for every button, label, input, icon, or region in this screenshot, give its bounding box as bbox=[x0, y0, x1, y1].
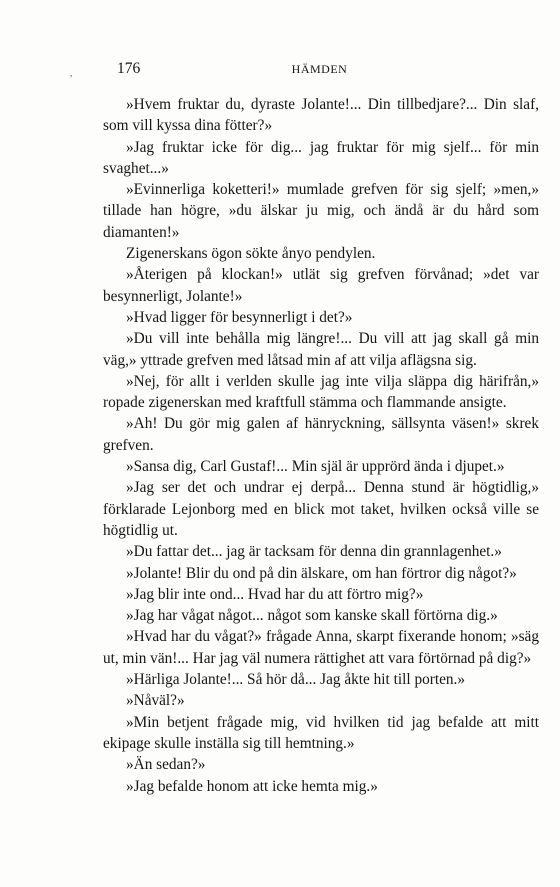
paragraph: »Du fattar det... jag är tacksam för denna din grannlagenhet.» bbox=[126, 543, 502, 561]
paragraph: »Nåväl?» bbox=[126, 692, 185, 710]
paragraph: »Evinnerliga koketteri!» mumlade grefven för sig sjelf; »men,» tillade han högre, »du älskar ju mig, och ändå är du hård som diamanten!» bbox=[103, 181, 539, 241]
paragraph: »Min betjent frågade mig, vid hvilken tid jag befalde att mitt ekipage skulle inställa sig till hemtning.» bbox=[103, 713, 539, 752]
paragraph: »Jag befalde honom att icke hemta mig.» bbox=[126, 777, 378, 795]
paragraph: »Jag fruktar icke för dig... jag fruktar för mig sjelf... för min svaghet...» bbox=[103, 138, 539, 177]
paragraph: »Hvad ligger för besynnerligt i det?» bbox=[126, 308, 353, 326]
paragraph: »Nej, för allt i verlden skulle jag inte vilja släppa dig härifrån,» ropade zigenerskan med kraftfull stämma och flammande ansigte. bbox=[103, 372, 539, 412]
paragraph: »Hvad har du vågat?» frågade Anna, skarpt fixerande honom; »säg ut, min vän!... Har jag väl numera rättighet att vara förtörnad på dig?» bbox=[103, 628, 539, 667]
margin-mark: , bbox=[70, 68, 73, 78]
running-title: HÄMDEN bbox=[291, 62, 348, 76]
paragraph: »Ah! Du gör mig galen af hänryckning, sällsynta väsen!» skrek grefven. bbox=[103, 415, 539, 454]
paragraph: »Sansa dig, Carl Gustaf!... Min själ är upprörd ända i djupet.» bbox=[126, 458, 505, 476]
paragraph: »Härliga Jolante!... Så hör då... Jag åkte hit till porten.» bbox=[126, 671, 465, 689]
paragraph: »Jag har vågat något... något som kanske skall förtörna dig.» bbox=[126, 607, 498, 625]
paragraph: »Återigen på klockan!» utlät sig grefven förvånad; »det var besynnerligt, Jolante!» bbox=[103, 266, 539, 305]
paragraph: »Jolante! Blir du ond på din älskare, om han förtror dig något?» bbox=[126, 564, 517, 582]
paragraph: »Jag ser det och undrar ej derpå... Denna stund är högtidlig,» förklarade Lejonborg med en blick mot taket, hvilken också ville se högtidlig ut. bbox=[103, 479, 539, 539]
body-text bbox=[103, 94, 539, 797]
page-header bbox=[87, 60, 552, 84]
paragraph: »Jag blir inte ond... Hvad har du att förtro mig?» bbox=[126, 585, 424, 603]
paragraph: »Hvem fruktar du, dyraste Jolante!... Din tillbedjare?... Din slaf, som vill kyssa dina fötter?» bbox=[103, 96, 539, 135]
paragraph: »Du vill inte behålla mig längre!... Du vill att jag skall gå min väg,» yttrade grefven med låtsad min af att vilja aflägsna sig. bbox=[103, 330, 539, 369]
page-number: 176 bbox=[117, 60, 141, 77]
paragraph: Zigenerskans ögon sökte ånyo pendylen. bbox=[126, 245, 376, 263]
paragraph: »Än sedan?» bbox=[126, 756, 206, 774]
